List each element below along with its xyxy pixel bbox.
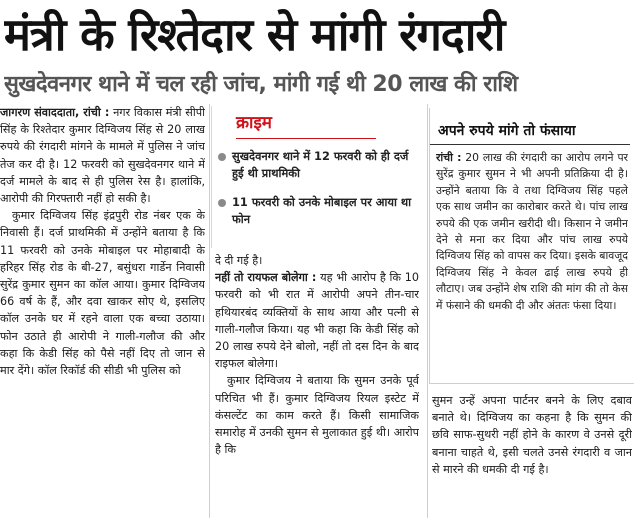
highlight-item (218, 148, 418, 184)
lead-paragraph: नगर विकास मंत्री सीपी सिंह के रिश्तेदार कुमार दिग्विजय सिंह से 20 लाख रुपये की रंगदारी मांगने के मामले में पुलिस ने जांच तेज कर दी है। 12 फरवरी को सुखदेवनगर थाने में दर्ज मामले के बाद से ही पुलिस रेस है। हालांकि, आरोपी की गिरफ्तारी नहीं हो सकी है। (0, 106, 205, 206)
highlight-item (218, 194, 418, 230)
section-label-crime: क्राइम (236, 113, 272, 133)
paragraph-3: यह भी आरोप है कि 10 फरवरी को भी रात में आरोपी अपने तीन-चार हथियारबंद व्यक्तियों के साथ आया और पत्नी से गाली-गलौज किया। यह भी कहा कि केडी सिंह को 20 लाख रुपये देने बोलो, नहीं तो दस दिन के बाद राइफल बोलेगा। (215, 271, 419, 371)
highlight-text: 11 फरवरी को उनके मोबाइल पर आया था फोन (232, 195, 412, 226)
article-column-3 (432, 392, 632, 518)
article-column-1 (0, 104, 205, 518)
column-divider (209, 104, 210, 518)
subheadline: सुखदेवनगर थाने में चल रही जांच, मांगी गई थी 20 लाख की राशि (4, 72, 518, 97)
side-box-title-rule (430, 144, 630, 145)
highlight-text: सुखदेवनगर थाने में 12 फरवरी को ही दर्ज हुई थी प्राथमिकी (232, 149, 409, 180)
headline: मंत्री के रिश्तेदार से मांगी रंगदारी (4, 8, 505, 61)
side-box-title: अपने रुपये मांगे तो फंसाया (438, 123, 576, 139)
paragraph-2: कुमार दिग्विजय सिंह इंद्रपुरी रोड नंबर एक के निवासी हैं। दर्ज प्राथमिकी में उन्होंने बताया है कि 11 फरवरी को उनके मोबाइल पर मोहाबादी के हरिहर सिंह रोड के बी-27, बसुंधरा गार्डेन निवासी सुरेंद्र कुमार सुमन का कॉल आया। कुमार दिग्विजय 66 वर्ष के हैं, और दवा खाकर सोए थे, इसलिए कॉल उनके घर में रहने वाला एक बच्चा उठाया। फोन उठाते ही आरोपी ने गाली-गलौज की और कहा कि केडी सिंह को पैसे नहीं दिए तो जान से मार देंगे। कॉल रिकॉर्ड की सीडी भी पुलिस को (0, 209, 205, 378)
paragraph-4: कुमार दिग्विजय ने बताया कि सुमन उनके पूर्व परिचित भी हैं। कुमार दिग्विजय रियल इस्टेट में कंसल्टेंट का काम करते हैं। किसी सामाजिक समारोह में उनकी सुमन से मुलाकात हुई थी। आरोप है कि (215, 374, 419, 457)
byline: जागरण संवाददाता, रांची : (0, 106, 110, 119)
side-box-dateline: रांची : (436, 151, 462, 164)
subheading: नहीं तो रायफल बोलेगा : (215, 271, 317, 285)
article-column-2 (215, 252, 419, 518)
continuation-text: दे दी गई है। (215, 254, 263, 267)
side-box-body (436, 150, 628, 378)
side-box-text: 20 लाख की रंगदारी का आरोप लगने पर सुरेंद्र कुमार सुमन ने भी अपनी प्रतिक्रिया दी है। उन्होंने बताया कि वे तथा दिग्विजय सिंह पहले एक साथ जमीन का कारोबार करते थे। पांच लाख रुपये की एक जमीन खरीदी थी। किसान ने जमीन देने से मना कर दिया और पांच लाख रुपये दिग्विजय सिंह को वापस कर दिया। इसके बावजूद दिग्विजय सिंह ने केवल ढाई लाख रुपये ही लौटाए। जब उन्होंने शेष राशि की मांग की तो केस में फंसाने की धमकी दी और अंततः फंसा दिया। (436, 151, 628, 312)
bullet-icon (218, 199, 226, 207)
column-divider (427, 104, 428, 518)
paragraph-5: सुमन उन्हें अपना पार्टनर बनने के लिए दबाव बनाते थे। दिग्विजय का कहना है कि सुमन की छवि साफ-सुथरी नहीं होने के कारण वे उनसे दूरी बनाना चाहते थे, इसी चलते उनसे रंगदारी व जान से मारने की धमकी दी गई है। (432, 394, 632, 476)
crime-highlights-box (211, 106, 422, 248)
section-label-underline (236, 138, 376, 139)
bullet-icon (218, 153, 226, 161)
